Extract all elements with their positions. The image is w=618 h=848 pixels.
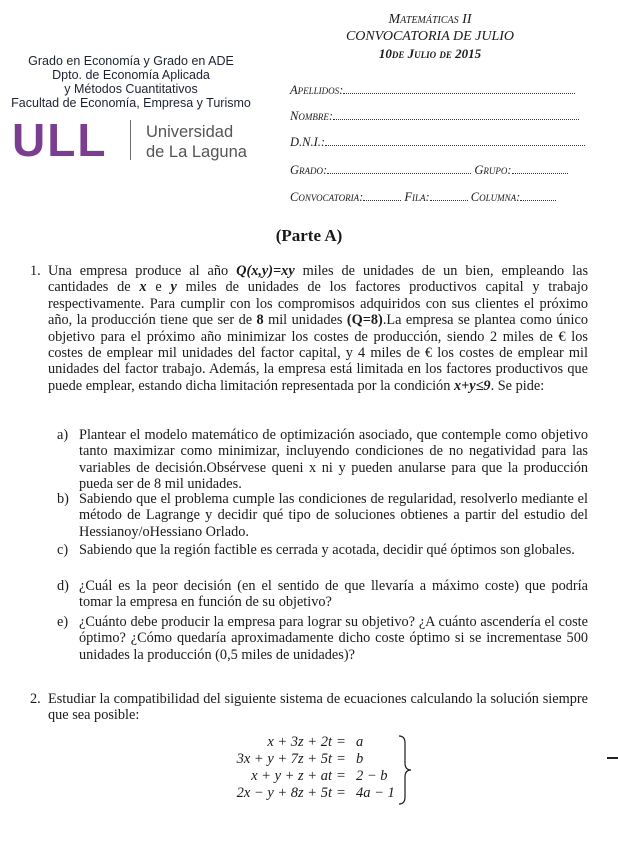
- item-e-text: ¿Cuánto debe producir la empresa para lograr su objetivo? ¿A cuánto ascendería el coste óptimo? ¿Cómo quedaría aproximadamente dicho coste óptimo si se incrementase 500 unidades la producción (0,5 miles de unidades)?: [79, 614, 588, 663]
- item-a-text: Plantear el modelo matemático de optimización asociado, que contemple como objetivo tanto maximizar como minimizar, incluyendo condiciones de no negatividad para las variables de decisión.Obsérvese queni x ni y pueden anularse para que la producción pueda ser de 8 mil unidades.: [79, 427, 588, 493]
- part-title: (Parte A): [275, 226, 343, 245]
- institution-line-4: Facultad de Economía, Empresa y Turismo: [11, 96, 251, 110]
- university-name-2: de La Laguna: [146, 143, 247, 161]
- equation-4-eq: =: [337, 785, 346, 801]
- equation-3-rhs: 2 − b: [356, 768, 388, 784]
- equation-2-lhs: 3x + y + 7z + 5t: [236, 751, 332, 767]
- label-fila: Fila:: [404, 190, 430, 204]
- equation-1-rhs: a: [356, 734, 364, 750]
- ull-logo-letters: ULL: [12, 116, 108, 164]
- equation-4-rhs: 4a − 1: [356, 785, 395, 801]
- label-nombre: Nombre:: [290, 109, 333, 123]
- institution-line-1: Grado en Economía y Grado en ADE: [28, 54, 234, 68]
- equation-3-lhs: x + y + z + at: [251, 768, 332, 784]
- label-columna: Columna:: [470, 190, 521, 204]
- item-a-mark: a): [57, 427, 69, 443]
- item-d-mark: d): [57, 578, 69, 594]
- label-grado: Grado:: [290, 163, 328, 177]
- label-apellidos: Apellidos:: [290, 83, 344, 97]
- item-b-text: Sabiendo que el problema cumple las condiciones de regularidad, resolverlo mediante el método de Lagrange y decidir qué tipo de soluciones obtienes a partir del estudio del Hessianoy/oHessiano Orlado.: [79, 491, 588, 540]
- item-e-mark: e): [57, 614, 69, 630]
- equation-1-eq: =: [337, 734, 346, 750]
- field-grado-grupo[interactable]: [290, 163, 568, 178]
- institution-line-2: Dpto. de Economía Aplicada: [52, 68, 210, 82]
- equation-system: [200, 734, 420, 810]
- item-d-text: ¿Cuál es la peor decisión (en el sentido de que llevaría a máximo coste) que podría tomar la empresa en función de su objetivo?: [79, 578, 588, 611]
- equation-4-lhs: 2x − y + 8z + 5t: [236, 785, 332, 801]
- subject-title: Matemáticas II: [388, 12, 472, 27]
- ull-logo: [12, 116, 120, 169]
- institution-line-3: y Métodos Cuantitativos: [64, 82, 198, 96]
- question-2-number: 2.: [30, 691, 41, 707]
- equation-1-lhs: x + 3z + 2t: [267, 734, 332, 750]
- label-convocatoria: Convocatoria:: [290, 190, 364, 204]
- item-b-mark: b): [57, 491, 69, 507]
- field-seat[interactable]: [290, 190, 556, 205]
- edge-rule: [607, 757, 618, 759]
- logo-divider: [130, 120, 131, 160]
- item-c-mark: c): [57, 542, 69, 558]
- field-nombre[interactable]: [290, 109, 579, 124]
- convocatoria-title: CONVOCATORIA DE JULIO: [345, 29, 515, 44]
- label-grupo: Grupo:: [474, 163, 512, 177]
- question-2-text: Estudiar la compatibilidad del siguiente sistema de ecuaciones calculando la solución siempre que sea posible:: [48, 691, 588, 724]
- equation-3-eq: =: [337, 768, 346, 784]
- equation-2-rhs: b: [356, 751, 364, 767]
- university-name-1: Universidad: [146, 123, 234, 141]
- system-brace-icon: [396, 734, 414, 806]
- exam-date: 10de Julio de 2015: [378, 46, 482, 61]
- question-1-number: 1.: [30, 263, 41, 279]
- field-dni[interactable]: [290, 135, 585, 150]
- item-c-text: Sabiendo que la región factible es cerrada y acotada, decidir qué óptimos son globales.: [79, 542, 575, 558]
- equation-2-eq: =: [337, 751, 346, 767]
- label-dni: D.N.I.:: [290, 135, 326, 149]
- field-apellidos[interactable]: [290, 83, 575, 98]
- question-1-text: Una empresa produce al año Q(x,y)=xy miles de unidades de un bien, empleando las cantidades de x e y miles de unidades de los factores productivos capital y trabajo respectivamente. Para cumplir con los compromisos adquiridos con sus clientes el próximo año, la producción tiene que ser de 8 mil unidades (Q=8).La empresa se plantea como único objetivo para el próximo año minimizar los costes de producción, siendo 2 miles de € los costes de emplear mil unidades del factor capital, y 4 miles de € los costes de emplear mil unidades del factor trabajo. Además, la empresa está limitada en los factores productivos que puede emplear, estando dicha limitación representada por la condición x+y≤9. Se pide:: [48, 263, 589, 394]
